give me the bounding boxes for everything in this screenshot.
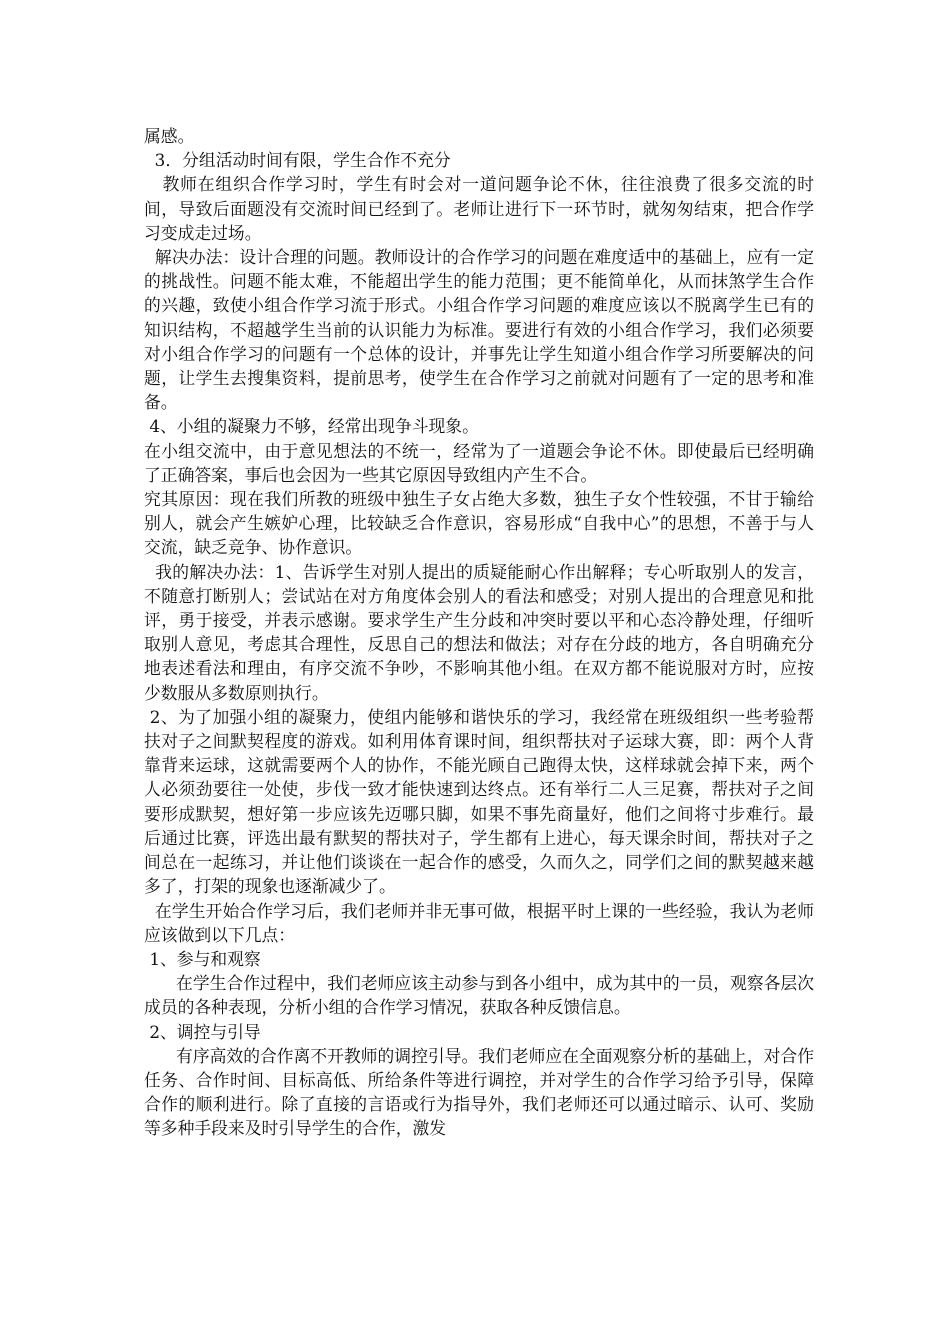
paragraph-cause-4: 究其原因：现在我们所教的班级中独生子女占绝大多数，独生子女个性较强，不甘于输给别人，就会产生嫉妒心理，比较缺乏合作意识，容易形成“自我中心”的思想，不善于与人交流，缺乏竞争、协作意识。 [144, 489, 814, 558]
paragraph-control-guide: 有序高效的合作离不开教师的调控引导。我们老师应在全面观察分析的基础上，对合作任务、合作时间、目标高低、所给条件等进行调控，并对学生的合作学习给予引导，保障合作的顺利进行。除了直接的言语或行为指导外，我们老师还可以通过暗示、认可、奖励等多种手段来及时引导学生的合作，激发 [144, 1045, 814, 1139]
paragraph-problem-3: 教师在组织合作学习时，学生有时会对一道问题争论不休，往往浪费了很多交流的时间，导致后面题没有交流时间已经到了。老师让进行下一环节时，就匆匆结束，把合作学习变成走过场。 [144, 174, 814, 243]
heading-item-3: 3．分组活动时间有限，学生合作不充分 [144, 150, 451, 171]
paragraph-participate-observe: 在学生合作过程中，我们老师应该主动参与到各小组中，成为其中的一员，观察各层次成员的各种表现，分析小组的合作学习情况，获取各种反馈信息。 [144, 973, 814, 1018]
document-body [144, 124, 814, 1141]
paragraph-problem-4: 在小组交流中，由于意见想法的不统一，经常为了一道题会争论不休。即使最后已经明确了正确答案，事后也会因为一些其它原因导致组内产生不合。 [144, 440, 814, 485]
paragraph-teacher-role-intro: 在学生开始合作学习后，我们老师并非无事可做，根据平时上课的一些经验，我认为老师应该做到以下几点： [144, 900, 814, 945]
paragraph-solution-4-2: 2、为了加强小组的凝聚力，使组内能够和谐快乐的学习，我经常在班级组织一些考验帮扶对子之间默契程度的游戏。如利用体育课时间，组织帮扶对子运球大赛，即：两个人背靠背来运球，这就需要两个人的协作，不能光顾自己跑得太快，这样球就会掉下来，两个人必须劲要往一处使，步伐一致才能快速到达终点。还有举行二人三足赛，帮扶对子之间要形成默契，想好第一步应该先迈哪只脚，如果不事先商量好，他们之间将寸步难行。最后通过比赛，评选出最有默契的帮扶对子，学生都有上进心，每天课余时间，帮扶对子之间总在一起练习，并让他们谈谈在一起合作的感受，久而久之，同学们之间的默契越来越多了，打架的现象也逐渐减少了。 [144, 706, 814, 897]
heading-control-guide: 2、调控与引导 [144, 1021, 261, 1042]
paragraph-continuation: 属感。 [144, 126, 195, 146]
paragraph-solution-3: 解决办法：设计合理的问题。教师设计的合作学习的问题在难度适中的基础上，应有一定的挑战性。问题不能太难，不能超出学生的能力范围；更不能简单化，从而抹煞学生合作的兴趣，致使小组合作学习流于形式。小组合作学习问题的难度应该以不脱离学生已有的知识结构，不超越学生当前的认识能力为标准。要进行有效的小组合作学习，我们必须要对小组合作学习的问题有一个总体的设计，并事先让学生知道小组合作学习所要解决的问题，让学生去搜集资料，提前思考，使学生在合作学习之前就对问题有了一定的思考和准备。 [144, 247, 814, 413]
paragraph-solution-4-1: 我的解决办法：1、告诉学生对别人提出的质疑能耐心作出解释；专心听取别人的发言，不随意打断别人；尝试站在对方角度体会别人的看法和感受；对别人提出的合理意见和批评，勇于接受，并表示感谢。要求学生产生分歧和冲突时要以平和心态冷静处理，仔细听取别人意见，考虑其合理性，反思自己的想法和做法；对存在分歧的地方，各自明确充分地表述看法和理由，有序交流不争吵，不影响其他小组。在双方都不能说服对方时，应按少数服从多数原则执行。 [144, 561, 814, 703]
heading-participate-observe: 1、参与和观察 [144, 948, 261, 969]
heading-item-4: 4、小组的凝聚力不够，经常出现争斗现象。 [144, 416, 479, 437]
